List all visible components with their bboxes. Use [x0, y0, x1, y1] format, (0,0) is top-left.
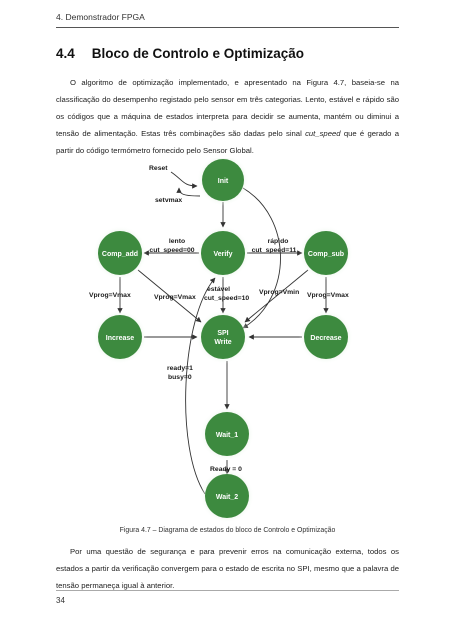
- label-rapido-code: cut_speed=11: [251, 247, 297, 254]
- svg-text:Comp_sub: Comp_sub: [307, 251, 345, 258]
- svg-text:Comp_add: Comp_add: [101, 251, 139, 258]
- label-lento: lento: [168, 238, 186, 245]
- cut-speed-emphasis: cut_speed: [305, 129, 341, 138]
- label-vprog-vmax-left: Vprog=Vmax: [89, 292, 131, 299]
- footer-rule: [56, 590, 399, 591]
- label-vprog-vmax-right: Vprog=Vmax: [307, 292, 349, 299]
- node-decrease: [299, 310, 353, 364]
- header-rule: [56, 27, 399, 28]
- svg-text:Wait_2: Wait_2: [215, 494, 239, 501]
- label-rapido: rápido: [267, 238, 289, 245]
- edge-reset-init: [171, 172, 197, 186]
- state-diagram: [83, 158, 373, 526]
- figure-caption: Figura 4.7 – Diagrama de estados do bloco de Controlo e Optimização: [119, 527, 336, 534]
- svg-text:Write: Write: [214, 339, 232, 346]
- label-busy: busy=0: [168, 374, 192, 381]
- node-verify: [196, 226, 250, 280]
- node-wait-2: [200, 469, 254, 523]
- edge-compsub-spi: [245, 270, 308, 322]
- svg-text:Increase: Increase: [105, 335, 135, 342]
- edge-setvmax-loop: [179, 188, 200, 196]
- label-setvmax: setvmax: [155, 197, 183, 204]
- label-vprog-vmin: Vprog=Vmin: [259, 289, 300, 296]
- node-comp-sub: [299, 226, 353, 280]
- node-comp-add: [93, 226, 147, 280]
- svg-text:Decrease: Decrease: [310, 335, 342, 342]
- paragraph-text-a: O algoritmo de optimização implementado, e apresentado na Figura 4.7, baseia-se na classificação do desempenho registado pelo sensor em três categorias. Lento, estável e rápido são os códigos que a máquina de estados interpreta para decidir se aumenta, mantém ou diminui a tensão de alimentação. Estas três combinações são dadas pelo sinal: [56, 78, 399, 138]
- paragraph-safety: [56, 543, 399, 594]
- label-ready: ready=1: [167, 365, 193, 372]
- label-vprog-vmax-mid: Vprog=Vmax: [154, 294, 196, 301]
- running-header: 4. Demonstrador FPGA: [56, 12, 145, 22]
- node-increase: [93, 310, 147, 364]
- label-estavel-code: cut_speed=10: [204, 295, 250, 302]
- svg-text:Verify: Verify: [213, 251, 233, 258]
- svg-text:Wait_1: Wait_1: [215, 432, 239, 439]
- label-estavel: estável: [207, 286, 231, 293]
- svg-text:Init: Init: [217, 178, 229, 185]
- paragraph-algorithm: [56, 74, 399, 159]
- svg-text:SPI: SPI: [217, 330, 229, 337]
- section-heading: [56, 46, 304, 61]
- paragraph-safety-text: Por uma questão de segurança e para prevenir erros na comunicação externa, todos os estados a partir da verificação convergem para o estado de escrita no SPI, mesmo que a palavra de tensão permaneça igual à anterior.: [56, 547, 399, 590]
- label-lento-code: cut_speed=00: [149, 247, 195, 254]
- paragraph-text-b: que é gerado a partir do código termómetro fornecido pelo Sensor Global.: [56, 129, 399, 155]
- node-wait-1: [200, 407, 254, 461]
- edge-wait2-verify: [186, 278, 215, 494]
- section-title: Bloco de Controlo e Optimização: [91, 46, 305, 61]
- label-reset: Reset: [149, 165, 168, 172]
- node-init: [197, 158, 249, 206]
- page-number: 34: [56, 596, 65, 605]
- section-number: 4.4: [56, 46, 75, 61]
- node-spi-write: [196, 310, 250, 364]
- label-ready-0: Ready = 0: [210, 466, 242, 473]
